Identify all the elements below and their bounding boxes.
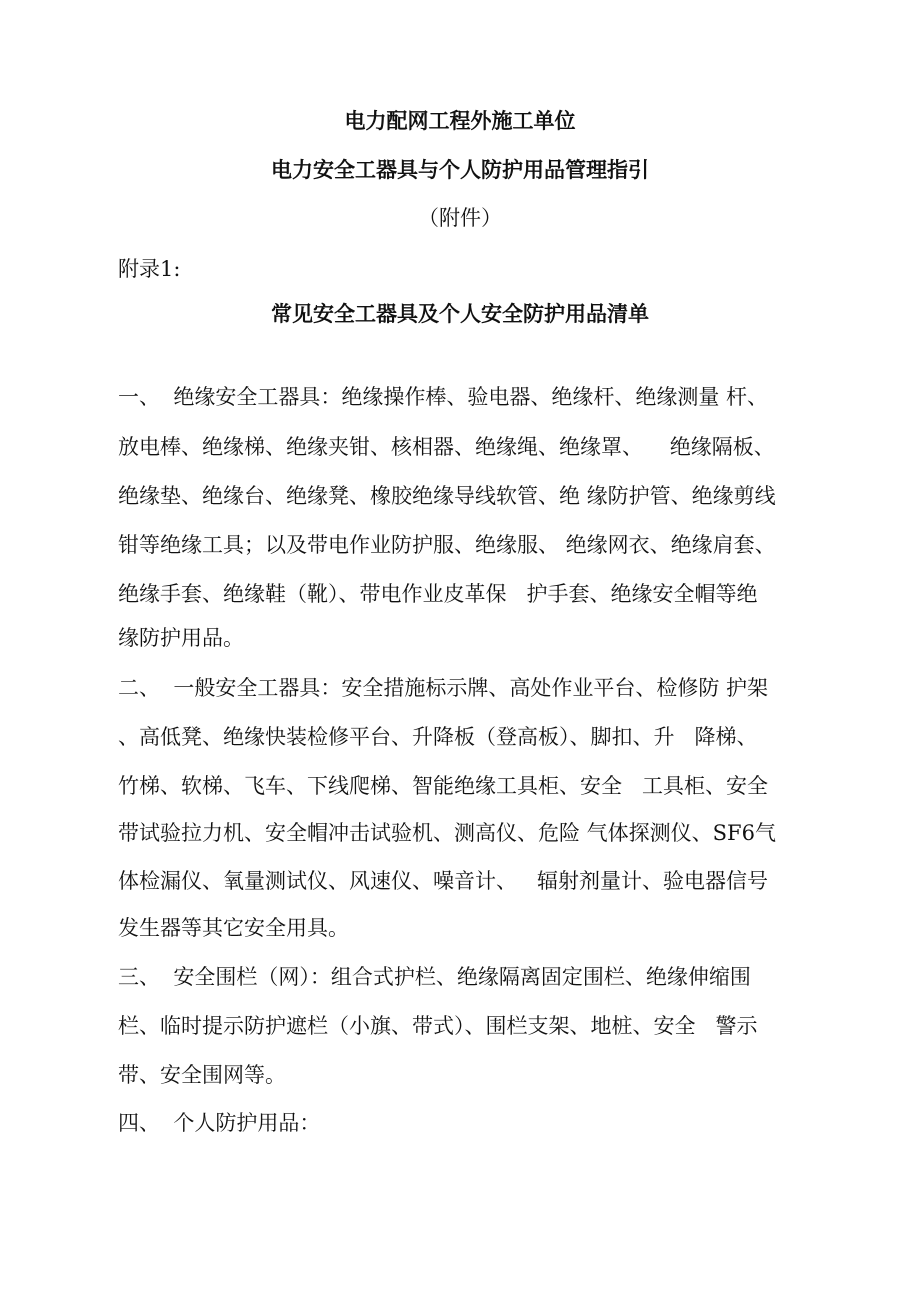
body-line: 栏、临时提示防护遮栏（小旗、带式）、围栏支架、地桩、安全 警示	[118, 1014, 758, 1038]
body-line: 发生器等其它安全用具。	[118, 916, 349, 940]
body-line: 放电棒、绝缘梯、绝缘夹钳、核相器、绝缘绳、绝缘罩、 绝缘隔板、	[118, 435, 775, 459]
document-title-attachment: （附件）	[418, 206, 502, 230]
body-line: 带、安全围网等。	[118, 1063, 286, 1087]
document-title-line2: 电力安全工器具与个人防护用品管理指引	[271, 157, 649, 182]
body-line: 三、 安全围栏（网）：组合式护栏、绝缘隔离固定围栏、绝缘伸缩围	[118, 965, 751, 989]
body-line: 竹梯、软梯、飞车、下线爬梯、智能绝缘工具柜、安全 工具柜、安全	[118, 774, 769, 798]
body-line: 二、 一般安全工器具：安全措施标示牌、高处作业平台、检修防 护架	[118, 676, 769, 700]
body-line: 、高低凳、绝缘快装检修平台、升降板（登高板）、脚扣、升 降梯、	[118, 725, 758, 749]
appendix-label: 附录1:	[118, 257, 181, 281]
body-line: 体检漏仪、氧量测试仪、风速仪、噪音计、 辐射剂量计、验电器信号	[118, 869, 769, 893]
body-line: 带试验拉力机、安全帽冲击试验机、测高仪、危险 气体探测仪、SF6气	[118, 821, 776, 845]
body-line: 绝缘手套、绝缘鞋（靴）、带电作业皮革保 护手套、绝缘安全帽等绝	[118, 582, 758, 606]
body-line: 缘防护用品。	[118, 626, 244, 650]
document-title-line1: 电力配网工程外施工单位	[344, 108, 576, 133]
list-title: 常见安全工器具及个人安全防护用品清单	[271, 301, 649, 326]
body-line: 钳等绝缘工具；以及带电作业防护服、绝缘服、 绝缘网衣、绝缘肩套、	[118, 533, 776, 557]
body-line: 一、 绝缘安全工器具：绝缘操作棒、验电器、绝缘杆、绝缘测量 杆、	[118, 385, 769, 409]
body-line: 绝缘垫、绝缘台、绝缘凳、橡胶绝缘导线软管、绝 缘防护管、绝缘剪线	[118, 484, 776, 508]
body-line: 四、 个人防护用品：	[118, 1111, 321, 1135]
